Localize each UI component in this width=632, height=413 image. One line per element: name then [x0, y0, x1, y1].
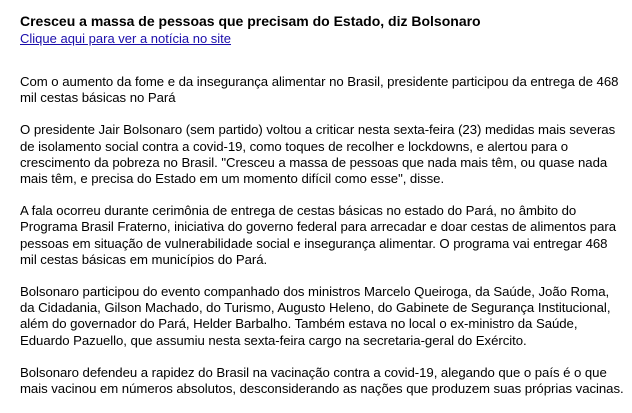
article-paragraph: Bolsonaro defendeu a rapidez do Brasil na vacinação contra a covid-19, alegando que o país é o que mais vacinou em números absolutos, desconsiderando as nações que produzem suas próprias vacinas. — [20, 364, 624, 397]
article — [20, 12, 626, 413]
article-paragraph-lead: Com o aumento da fome e da insegurança alimentar no Brasil, presidente participou da entrega de 468 mil cestas básicas no Pará — [20, 74, 619, 106]
article-paragraph: Bolsonaro participou do evento companhado dos ministros Marcelo Queiroga, da Saúde, João Roma, da Cidadania, Gilson Machado, do Turismo, Augusto Heleno, do Gabinete de Segurança Institucional, além do governador do Pará, Helder Barbalho. Também estava no local o ex-ministro da Saúde, Eduardo Pazuello, que assumiu nesta sexta-feira cargo na secretaria-geral do Exército. — [20, 284, 611, 348]
article-paragraph: O presidente Jair Bolsonaro (sem partido) voltou a criticar nesta sexta-feira (23) medidas mais severas de isolamento social contra a covid-19, como toques de recolher e lockdowns, e alertou para o crescimento da pobreza no Brasil. "Cresceu a massa de pessoas que nada mais têm, ou quase nada mais têm, e precisa do Estado em um momento difícil como esse", disse. — [20, 122, 616, 187]
article-title: Cresceu a massa de pessoas que precisam do Estado, diz Bolsonaro — [20, 13, 481, 29]
view-on-site-link[interactable]: Clique aqui para ver a notícia no site — [20, 31, 232, 46]
article-body — [20, 74, 626, 397]
article-paragraph: A fala ocorreu durante cerimônia de entrega de cestas básicas no estado do Pará, no âmbito do Programa Brasil Fraterno, iniciativa do governo federal para arrecadar e doar cestas de alimentos para pessoas em situação de vulnerabilidade social e insegurança alimentar. O programa vai entregar 468 mil cestas básicas em municípios do Pará. — [20, 203, 616, 267]
